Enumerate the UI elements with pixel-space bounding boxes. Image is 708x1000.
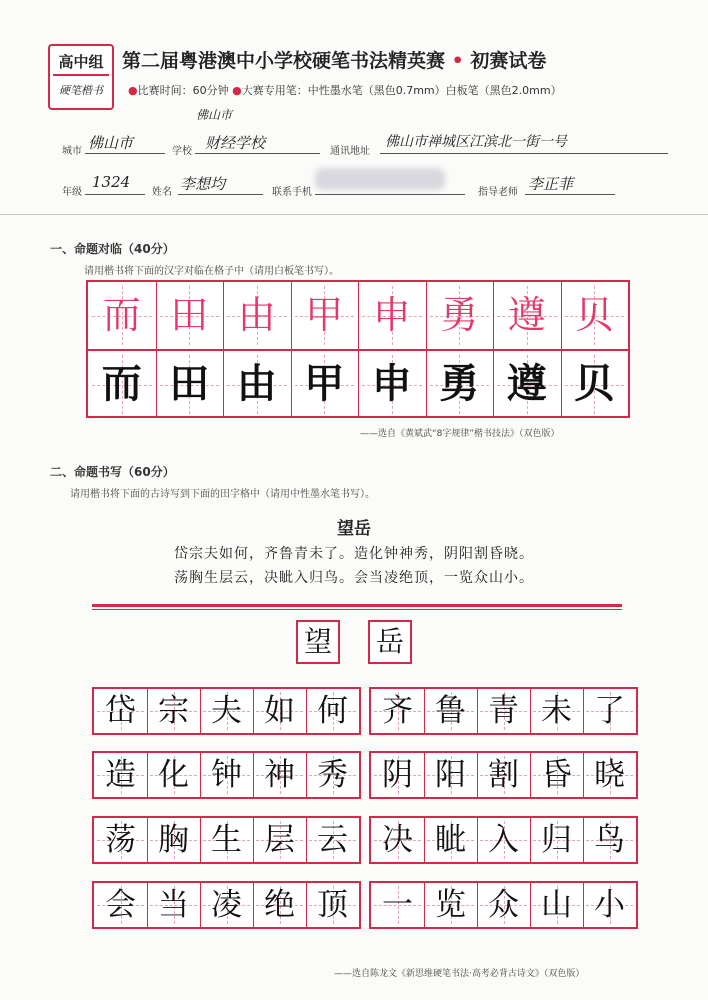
poem-line-2: 荡胸生层云，决眦入归鸟。会当凌绝顶，一览众山小。	[174, 570, 534, 586]
practice-cell	[253, 753, 306, 797]
practice-cell	[530, 818, 583, 862]
grid-cell	[493, 351, 561, 418]
practice-cell	[583, 883, 636, 927]
practice-cell	[371, 883, 424, 927]
grid-cell	[88, 351, 156, 418]
written-char: 齐	[382, 693, 413, 729]
section1-instruction: 请用楷书将下面的汉字对临在格子中（请用白板笔书写）。	[84, 266, 339, 277]
practice-cell	[253, 883, 306, 927]
badge-bottom-text: 硬笔楷书	[59, 84, 103, 97]
written-char: 云	[317, 822, 348, 858]
city-label: 城市	[62, 146, 82, 157]
school-underline	[195, 153, 320, 154]
written-char: 宗	[158, 693, 189, 729]
practice-cell	[530, 883, 583, 927]
practice-cell	[147, 753, 200, 797]
teacher-label: 指导老师	[478, 187, 518, 198]
page-title	[122, 46, 682, 73]
practice-cell	[306, 883, 359, 927]
written-char: 昏	[541, 757, 572, 793]
practice-cell	[200, 883, 253, 927]
practice-cell	[477, 883, 530, 927]
practice-cell	[371, 818, 424, 862]
written-char: 如	[264, 693, 295, 729]
written-char: 会	[105, 887, 136, 923]
address-underline	[380, 153, 668, 154]
practice-cell	[371, 689, 424, 733]
written-char: 而	[101, 361, 142, 407]
practice-cell	[583, 818, 636, 862]
written-row	[88, 351, 628, 418]
city-underline	[85, 153, 165, 154]
practice-cell	[306, 753, 359, 797]
grid-cell	[561, 351, 629, 418]
practice-grid-right	[369, 751, 638, 799]
written-char: 决	[382, 822, 413, 858]
grid-cell	[223, 351, 291, 418]
practice-cell	[477, 818, 530, 862]
written-char: 由	[236, 361, 277, 407]
practice-cell	[147, 883, 200, 927]
practice-cell	[94, 883, 147, 927]
practice-grid-left	[92, 881, 361, 929]
grid-cell	[223, 282, 291, 349]
written-char: 阴	[382, 757, 413, 793]
written-char: 了	[594, 693, 625, 729]
written-char: 神	[264, 757, 295, 793]
practice-cell	[424, 818, 477, 862]
practice-grid-right	[369, 687, 638, 735]
red-rule-thin	[92, 609, 622, 610]
practice-cell	[306, 818, 359, 862]
written-char: 青	[488, 693, 519, 729]
bullet-icon: ●	[128, 84, 138, 97]
practice-cell	[583, 689, 636, 733]
title-char-box: 望	[296, 620, 340, 664]
written-char: 小	[594, 887, 625, 923]
written-char: 申	[371, 361, 412, 407]
practice-cell	[530, 753, 583, 797]
written-char: 当	[158, 887, 189, 923]
group-badge	[48, 44, 114, 110]
practice-cell	[94, 689, 147, 733]
phone-label: 联系手机	[272, 187, 312, 198]
practice-grid-right	[369, 816, 638, 864]
written-char: 何	[317, 693, 348, 729]
model-char: 甲	[305, 293, 344, 337]
model-char: 遵	[507, 293, 546, 337]
written-char: 览	[435, 887, 466, 923]
badge-top-text: 高中组	[58, 53, 104, 71]
grade-value: 1324	[92, 173, 131, 191]
grid-cell	[426, 351, 494, 418]
written-char: 胸	[158, 822, 189, 858]
poem-line-1: 岱宗夫如何，齐鲁青未了。造化钟神秀，阴阳割昏晓。	[174, 546, 534, 562]
exam-time: 比赛时间：60分钟	[137, 84, 229, 97]
name-underline	[178, 194, 263, 195]
title-main: 第二届粤港澳中小学校硬笔书法精英赛	[122, 50, 446, 72]
address-label: 通讯地址	[330, 146, 370, 157]
title-suffix: 初赛试卷	[470, 50, 547, 72]
grade-label: 年级	[62, 187, 82, 198]
written-char: 阳	[435, 757, 466, 793]
grade-underline	[85, 194, 145, 195]
practice-cell	[94, 818, 147, 862]
grid-cell	[561, 282, 629, 349]
grid-cell	[156, 282, 224, 349]
written-char: 贝	[574, 361, 615, 407]
written-char: 勇	[439, 361, 480, 407]
section2-heading: 二、命题书写（60分）	[50, 465, 175, 479]
section2-source: ——选自陈龙文《新思维硬笔书法·高考必背古诗文》（双色版）	[334, 969, 585, 979]
model-char: 贝	[575, 293, 614, 337]
bullet-icon: ●	[232, 84, 242, 97]
written-char: 甲	[304, 361, 345, 407]
practice-cell	[200, 753, 253, 797]
practice-cell	[147, 689, 200, 733]
written-char: 岱	[105, 693, 136, 729]
written-char: 鲁	[435, 693, 466, 729]
model-char: 申	[372, 293, 411, 337]
school-label: 学校	[172, 146, 192, 157]
written-char: 眦	[435, 822, 466, 858]
written-char: 众	[488, 887, 519, 923]
written-char: 归	[541, 822, 572, 858]
written-char: 遵	[506, 361, 547, 407]
practice-cell	[253, 689, 306, 733]
practice-cell	[530, 689, 583, 733]
practice-cell	[253, 818, 306, 862]
practice-cell	[424, 883, 477, 927]
grid-cell	[291, 282, 359, 349]
teacher-underline	[525, 194, 615, 195]
model-char: 而	[102, 293, 141, 337]
phone-underline	[315, 194, 465, 195]
grid-cell	[88, 282, 156, 349]
exam-info	[128, 82, 688, 98]
written-char: 凌	[211, 887, 242, 923]
divider-line	[0, 214, 708, 215]
written-char: 夫	[211, 693, 242, 729]
school-value: 财经学校	[205, 134, 266, 152]
written-char: 鸟	[594, 822, 625, 858]
practice-cell	[306, 689, 359, 733]
written-char: 层	[264, 822, 295, 858]
practice-cell	[371, 753, 424, 797]
practice-grid-left	[92, 687, 361, 735]
section2-instruction: 请用楷书将下面的古诗写到下面的田字格中（请用中性墨水笔书写）。	[70, 489, 375, 500]
grid-cell	[358, 351, 426, 418]
written-char: 田	[169, 361, 210, 407]
written-char: 山	[541, 887, 572, 923]
model-char: 由	[237, 293, 276, 337]
grid-cell	[358, 282, 426, 349]
address-value: 佛山市禅城区江滨北一街一号	[385, 134, 567, 150]
model-row	[88, 282, 628, 349]
written-char: 入	[488, 822, 519, 858]
written-char: 荡	[105, 822, 136, 858]
practice-grid-left	[92, 816, 361, 864]
written-char: 钟	[211, 757, 242, 793]
written-char: 割	[488, 757, 519, 793]
practice-cell	[424, 689, 477, 733]
practice-cell	[424, 753, 477, 797]
grid-cell	[493, 282, 561, 349]
section1-heading: 一、命题对临（40分）	[50, 242, 175, 256]
badge-divider	[53, 74, 109, 76]
written-char: 晓	[594, 757, 625, 793]
name-value: 李想均	[180, 175, 226, 193]
teacher-value: 李正菲	[528, 175, 574, 193]
written-char: 一	[382, 887, 413, 923]
practice-cell	[147, 818, 200, 862]
title-char-box: 岳	[368, 620, 412, 664]
practice-cell	[200, 689, 253, 733]
grid-cell	[426, 282, 494, 349]
grid-cell	[291, 351, 359, 418]
section1-source: ——选自《黄斌武“8字规律”楷书技法》（双色版）	[360, 429, 560, 439]
poem-title: 望岳	[337, 519, 371, 539]
model-char: 勇	[440, 293, 479, 337]
practice-cell	[94, 753, 147, 797]
practice-grid-left	[92, 751, 361, 799]
practice-cell	[477, 689, 530, 733]
red-rule-thick	[92, 604, 622, 607]
city-value: 佛山市	[88, 134, 134, 152]
exam-pens: 大赛专用笔：中性墨水笔（黑色0.7mm）白板笔（黑色2.0mm）	[241, 84, 562, 97]
written-char: 化	[158, 757, 189, 793]
title-dot-icon: •	[445, 50, 471, 72]
written-char: 生	[211, 822, 242, 858]
practice-cell	[200, 818, 253, 862]
phone-redacted	[315, 168, 445, 190]
model-char: 田	[170, 293, 209, 337]
written-char: 绝	[264, 887, 295, 923]
practice-grid-right	[369, 881, 638, 929]
school-value-top: 佛山市	[196, 108, 233, 122]
written-char: 顶	[317, 887, 348, 923]
written-char: 造	[105, 757, 136, 793]
grid-cell	[156, 351, 224, 418]
written-char: 秀	[317, 757, 348, 793]
practice-cell	[477, 753, 530, 797]
practice-cell	[583, 753, 636, 797]
written-char: 未	[541, 693, 572, 729]
name-label: 姓名	[152, 187, 172, 198]
copy-grid	[86, 280, 630, 418]
